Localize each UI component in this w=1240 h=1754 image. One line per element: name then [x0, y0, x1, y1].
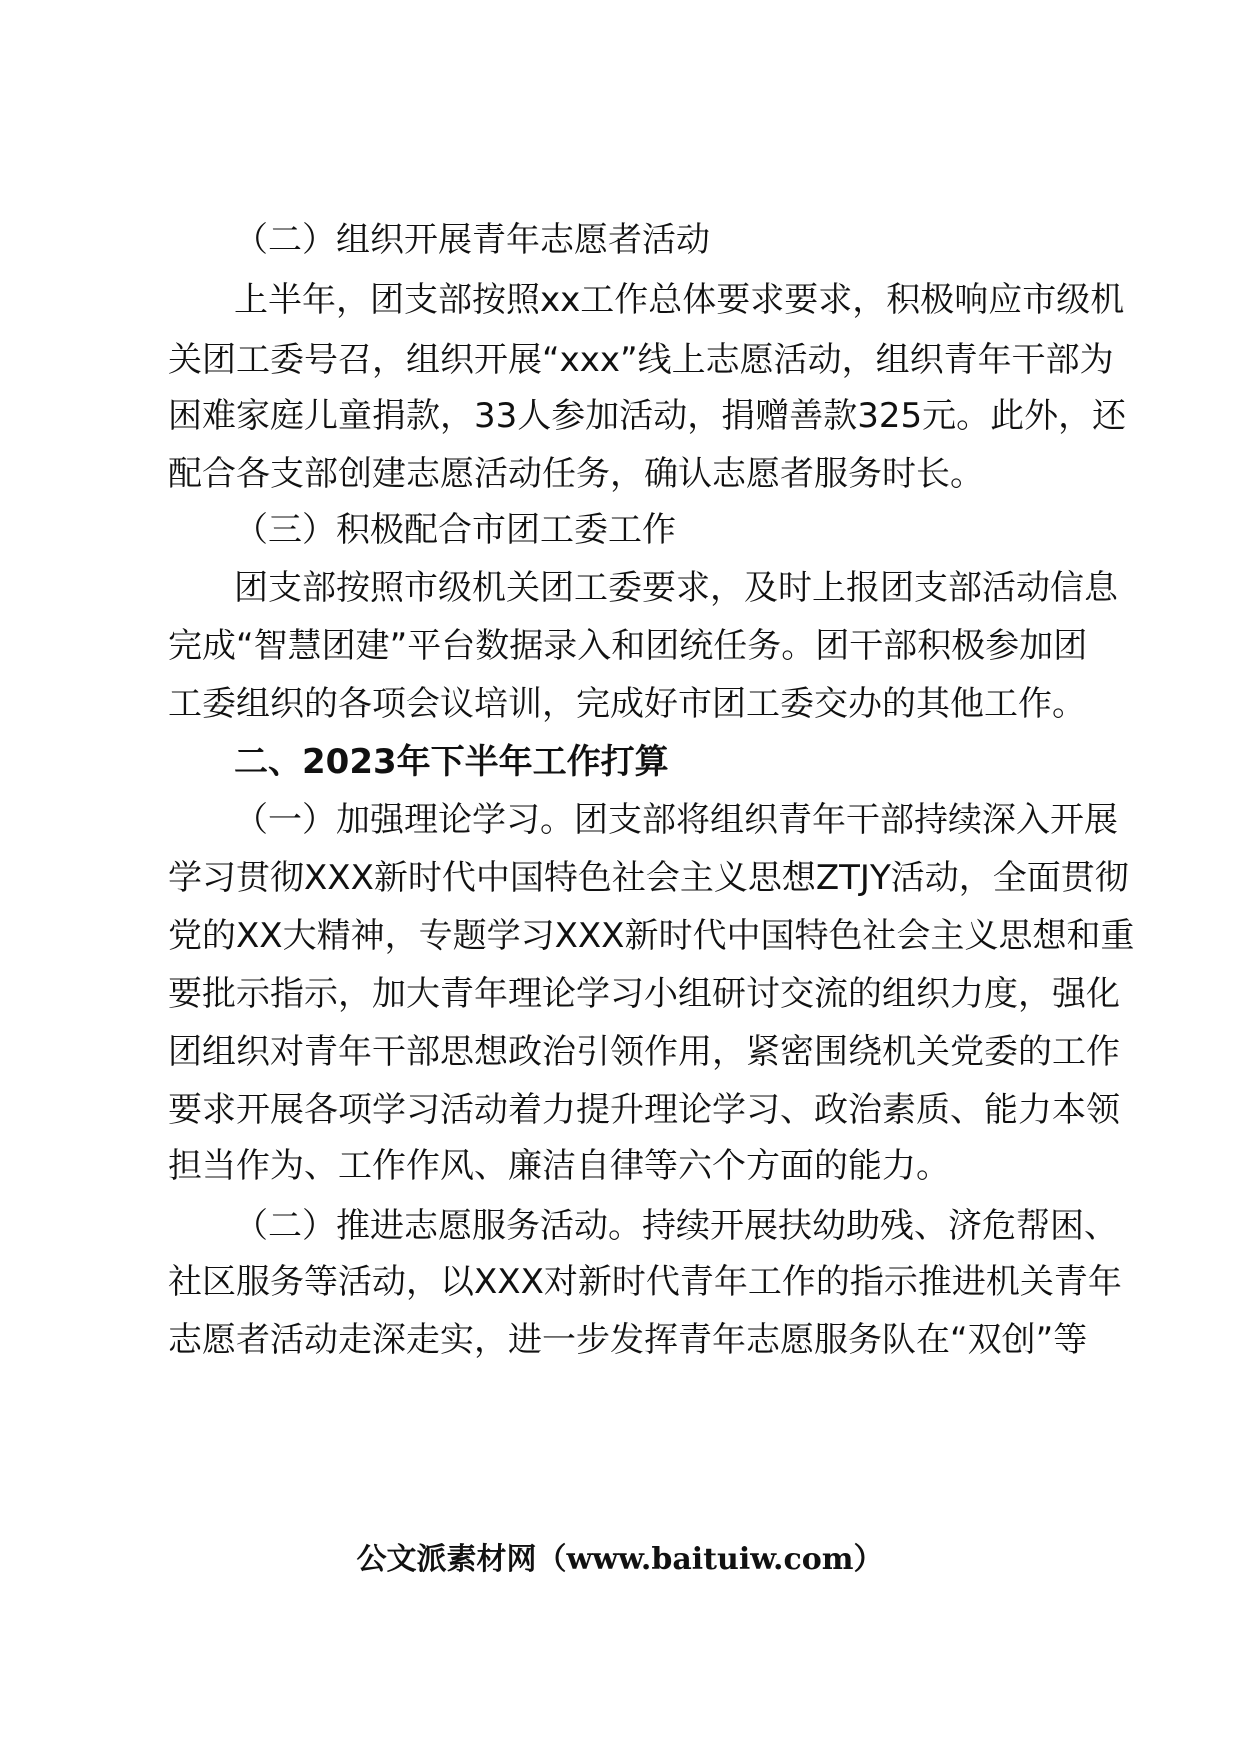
paragraph-line: 党的XX大精神，专题学习XXX新时代中国特色社会主义思想和重 — [168, 916, 1135, 956]
footer-watermark: 公文派素材网（www.baituiw.com） — [356, 1542, 884, 1577]
paragraph-line: 关团工委号召，组织开展“xxx”线上志愿活动，组织青年干部为 — [168, 340, 1114, 380]
paragraph-line: （二）推进志愿服务活动。持续开展扶幼助残、济危帮困、 — [234, 1206, 1118, 1246]
paragraph-line: 要批示指示，加大青年理论学习小组研讨交流的组织力度，强化 — [168, 974, 1120, 1014]
paragraph-line: 配合各支部创建志愿活动任务，确认志愿者服务时长。 — [168, 454, 984, 494]
paragraph-line: 志愿者活动走深走实，进一步发挥青年志愿服务队在“双创”等 — [168, 1320, 1088, 1360]
paragraph-line: 上半年，团支部按照xx工作总体要求要求，积极响应市级机 — [234, 280, 1125, 320]
paragraph-line: 完成“智慧团建”平台数据录入和团统任务。团干部积极参加团 — [168, 626, 1088, 666]
paragraph-line: （一）加强理论学习。团支部将组织青年干部持续深入开展 — [234, 800, 1118, 840]
chapter-heading-plan: 二、2023年下半年工作打算 — [234, 742, 669, 782]
section-heading-volunteer: （二）组织开展青年志愿者活动 — [234, 220, 710, 260]
paragraph-line: 要求开展各项学习活动着力提升理论学习、政治素质、能力本领 — [168, 1090, 1120, 1130]
paragraph-line: 担当作为、工作作风、廉洁自律等六个方面的能力。 — [168, 1146, 950, 1186]
paragraph-line: 团支部按照市级机关团工委要求，及时上报团支部活动信息 — [234, 568, 1118, 608]
paragraph-line: 社区服务等活动，以XXX对新时代青年工作的指示推进机关青年 — [168, 1262, 1122, 1302]
paragraph-line: 学习贯彻XXX新时代中国特色社会主义思想ZTJY活动，全面贯彻 — [168, 858, 1129, 898]
section-heading-cooperate: （三）积极配合市团工委工作 — [234, 510, 676, 550]
paragraph-line: 工委组织的各项会议培训，完成好市团工委交办的其他工作。 — [168, 684, 1086, 724]
paragraph-line: 困难家庭儿童捐款，33人参加活动，捐赠善款325元。此外，还 — [168, 396, 1127, 436]
paragraph-line: 团组织对青年干部思想政治引领作用，紧密围绕机关党委的工作 — [168, 1032, 1120, 1072]
